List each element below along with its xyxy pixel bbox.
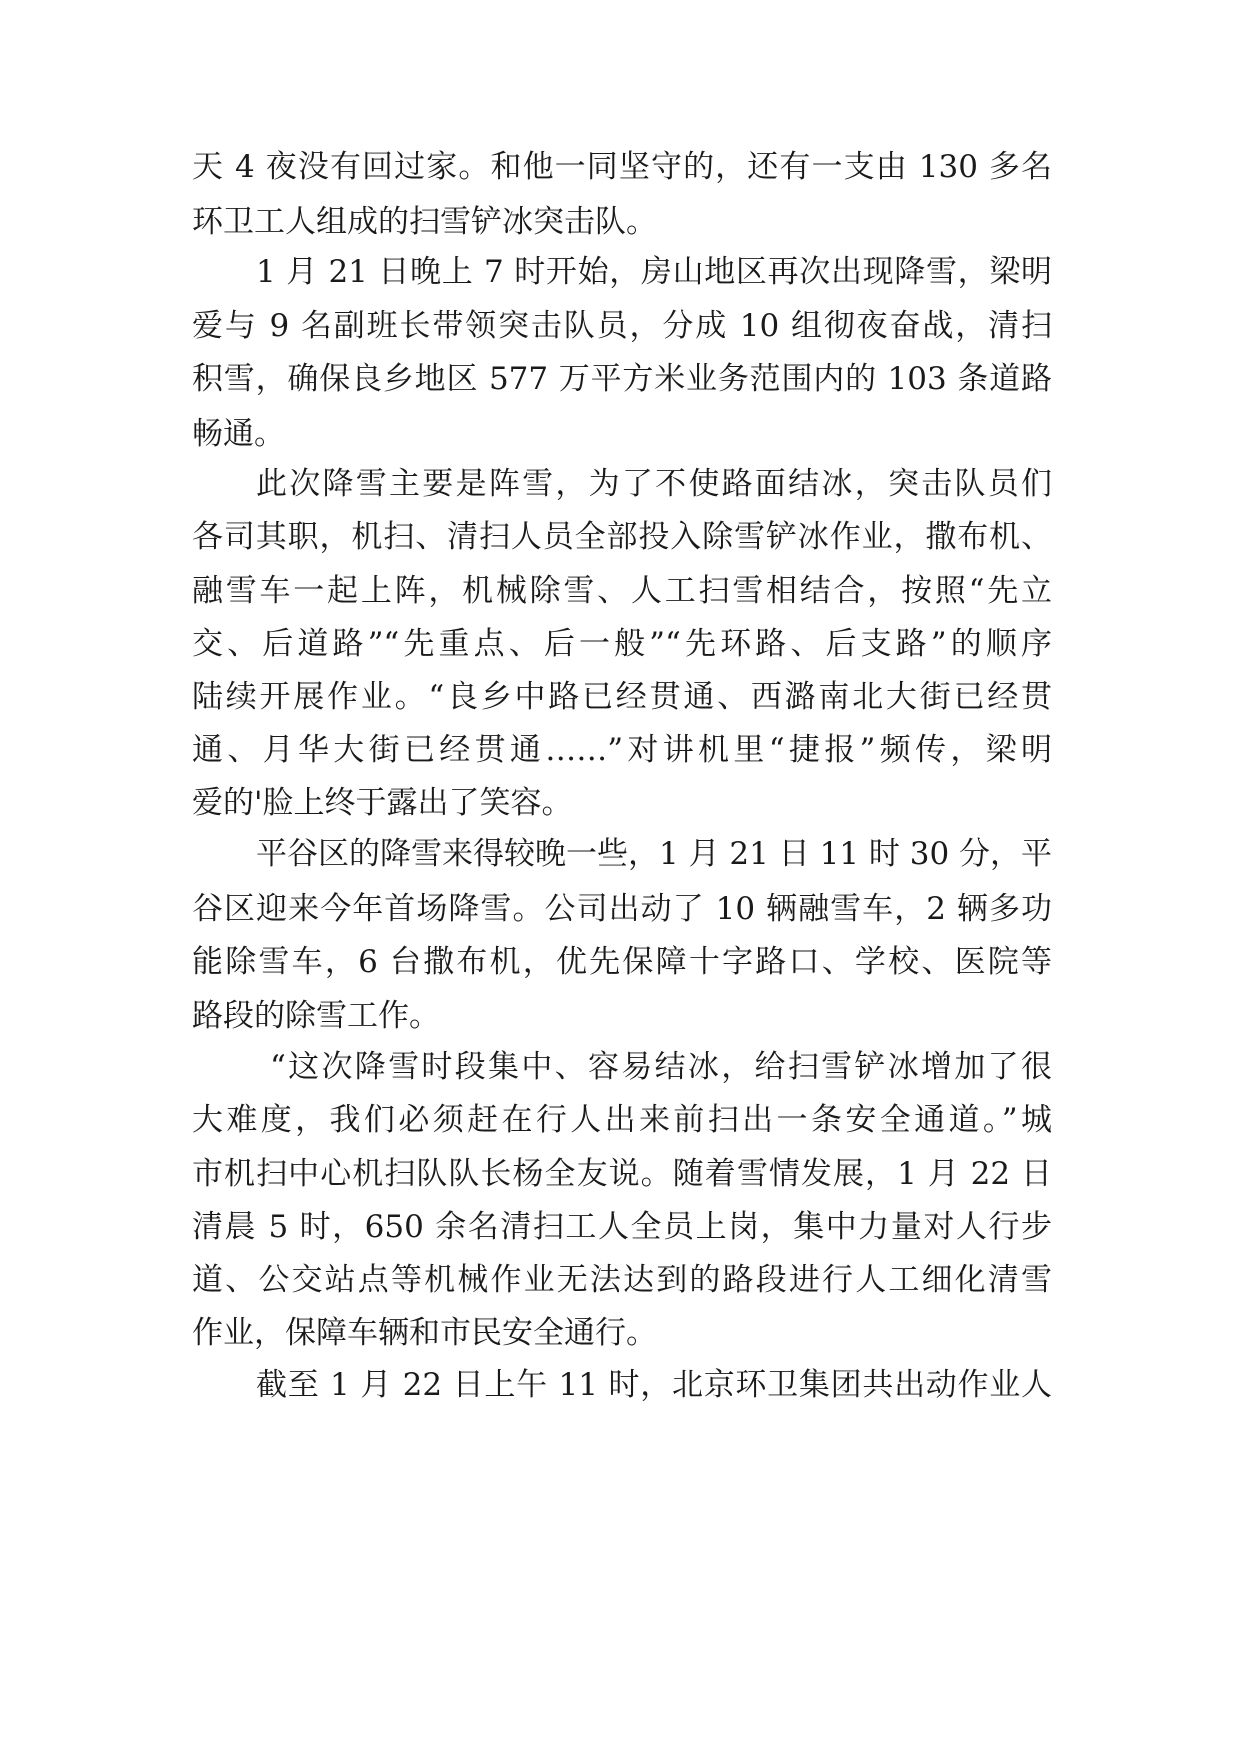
text-line: 能除雪车，6 台撒布机，优先保障十字路口、学校、医院等 xyxy=(192,944,1052,980)
text-line: 融雪车一起上阵，机械除雪、人工扫雪相结合，按照“先立 xyxy=(192,573,1052,609)
text-line: 畅通。 xyxy=(192,416,285,452)
text-line: 谷区迎来今年首场降雪。公司出动了 10 辆融雪车，2 辆多功 xyxy=(192,891,1052,927)
paragraph-first-line: 此次降雪主要是阵雪，为了不使路面结冰，突击队员们 xyxy=(256,466,1052,502)
paragraph-first-line: “这次降雪时段集中、容易结冰，给扫雪铲冰增加了很 xyxy=(270,1049,1052,1085)
text-line: 积雪，确保良乡地区 577 万平方米业务范围内的 103 条道路 xyxy=(192,361,1052,397)
text-line: 爱与 9 名副班长带领突击队员，分成 10 组彻夜奋战，清扫 xyxy=(192,308,1052,344)
text-line: 爱的'脸上终于露出了笑容。 xyxy=(192,785,573,821)
text-line: 道、公交站点等机械作业无法达到的路段进行人工细化清雪 xyxy=(192,1262,1052,1298)
text-line: 路段的除雪工作。 xyxy=(192,998,440,1034)
text-line: 陆续开展作业。“良乡中路已经贯通、西潞南北大街已经贯 xyxy=(192,679,1052,715)
text-line: 交、后道路”“先重点、后一般”“先环路、后支路”的顺序 xyxy=(192,626,1052,662)
text-line: 作业，保障车辆和市民安全通行。 xyxy=(192,1315,657,1351)
text-line: 大难度，我们必须赶在行人出来前扫出一条安全通道。”城 xyxy=(192,1102,1052,1138)
text-line: 环卫工人组成的扫雪铲冰突击队。 xyxy=(192,204,657,240)
text-line: 通、月华大街已经贯通……”对讲机里“捷报”频传，梁明 xyxy=(192,732,1052,768)
paragraph-first-line: 平谷区的降雪来得较晚一些，1 月 21 日 11 时 30 分，平 xyxy=(256,836,1053,872)
paragraph-first-line: 1 月 21 日晚上 7 时开始，房山地区再次出现降雪，梁明 xyxy=(256,254,1052,290)
text-line: 市机扫中心机扫队队长杨全友说。随着雪情发展，1 月 22 日 xyxy=(192,1156,1052,1192)
text-line: 各司其职，机扫、清扫人员全部投入除雪铲冰作业，撒布机、 xyxy=(192,519,1052,555)
text-line: 清晨 5 时，650 余名清扫工人全员上岗，集中力量对人行步 xyxy=(192,1209,1052,1245)
text-line: 天 4 夜没有回过家。和他一同坚守的，还有一支由 130 多名 xyxy=(192,149,1052,185)
paragraph-first-line: 截至 1 月 22 日上午 11 时，北京环卫集团共出动作业人 xyxy=(256,1367,1052,1403)
